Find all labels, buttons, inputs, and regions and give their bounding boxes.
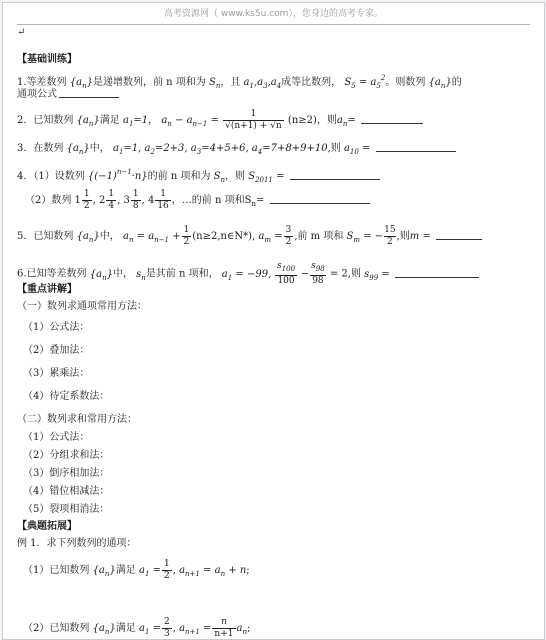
part2-item: （4）错位相减法： <box>23 486 110 497</box>
part2-item: （2）分组求和法： <box>23 450 110 461</box>
document-page <box>2 2 545 640</box>
part2-item: （1）公式法： <box>23 432 90 443</box>
question-4-2: （2）数列 1 $\frac{1}{2}$ , 2 $\frac{1}{4}$ , 3 $\frac{1}{8}$ , 4 $\frac{1}{16}$ ，…的前 n 项和$S_n=$ <box>25 189 534 212</box>
header-divider <box>17 24 530 25</box>
section-key-title: 【重点讲解】 <box>17 284 77 295</box>
part1-title: （一）数列求通项常用方法： <box>17 301 147 312</box>
part2-title: （二）数列求和常用方法： <box>17 414 137 425</box>
answer-blank[interactable] <box>290 169 380 180</box>
answer-blank[interactable] <box>395 267 479 278</box>
answer-blank[interactable] <box>361 113 423 124</box>
question-3: 3．在数列 $\{a_n\}$中， $a_1=1$, $a_2=2+3$, $a_3=4+5+6$, $a_4=7+8+9+10$,则 $a_{10}$ = <box>17 141 534 159</box>
part2-item: （5）裂项相消法： <box>23 504 110 515</box>
answer-blank[interactable] <box>59 87 119 98</box>
question-1-cont: 通项公式 <box>17 87 534 102</box>
question-2: 2．已知数列 $\{a_n\}$满足 $a_1=1$， $a_n - a_{n-1}$ = $\frac{1}{√(n+1) + √n}$ (n≥2)，则$a_n=$ <box>17 109 534 132</box>
section-ext-title: 【典题拓展】 <box>17 521 77 532</box>
part1-item: （2）叠加法： <box>23 345 90 356</box>
part1-item: （4）待定系数法： <box>23 391 110 402</box>
question-4-1: 4．（1）设数列 $\{(-1)^{n-1}\cdot n\}$的前 n 项和为 $S_n$，则 $S_{2011}$ = <box>17 165 534 187</box>
part2-item: （3）倒序相加法： <box>23 468 110 479</box>
answer-blank[interactable] <box>376 141 456 152</box>
question-5: 5．已知数列 $\{a_n\}$中， $a_n = a_{n-1}$ + $\frac{1}{2}$ (n≥2,n∈N*), $a_m$ = $\frac{3}{2}$ ,前 m 项和 $S_m$ = − $\frac{15}{2}$ ,则m = <box>17 225 534 248</box>
page-header: 高考资源网（ www.ks5u.com），您身边的高考专家。 <box>164 9 383 19</box>
answer-blank[interactable] <box>436 229 482 240</box>
paragraph-mark-icon: ↵ <box>17 27 26 38</box>
example-1-1: （1）已知数列 $\{a_n\}$满足 $a_1$ = $\frac{1}{2}$ , $a_{n+1} = a_n + n$; <box>23 559 250 581</box>
part1-item: （1）公式法： <box>23 322 90 333</box>
answer-blank[interactable] <box>270 193 370 204</box>
question-1: 1.等差数列 $\{a_n\}$是递增数列，前 n 项和为 $S_n$，且 $a_1,a_3,a_4$成等比数列， $S_5 = a_5^2$。则数列 $\{a_n\}$的 <box>17 74 462 90</box>
section-basic-title: 【基础训练】 <box>17 54 77 65</box>
example-1-2: （2）已知数列 $\{a_n\}$满足 $a_1$ = $\frac{2}{3}$ , $a_{n+1}$ = $\frac{n}{n+1}$ $a_n$; <box>23 617 251 639</box>
question-6: 6.已知等差数列 $\{a_n\}$中， $s_n$是其前 n 项和， $a_1 = -99$, $\frac{s_{100}}{100}$ − $\frac{s_{98}}{98}$ = 2,则 $s_{99}$ = <box>17 261 534 287</box>
part1-item: （3）累乘法： <box>23 368 90 379</box>
example-1-title: 例 1．求下列数列的通项： <box>17 538 137 549</box>
